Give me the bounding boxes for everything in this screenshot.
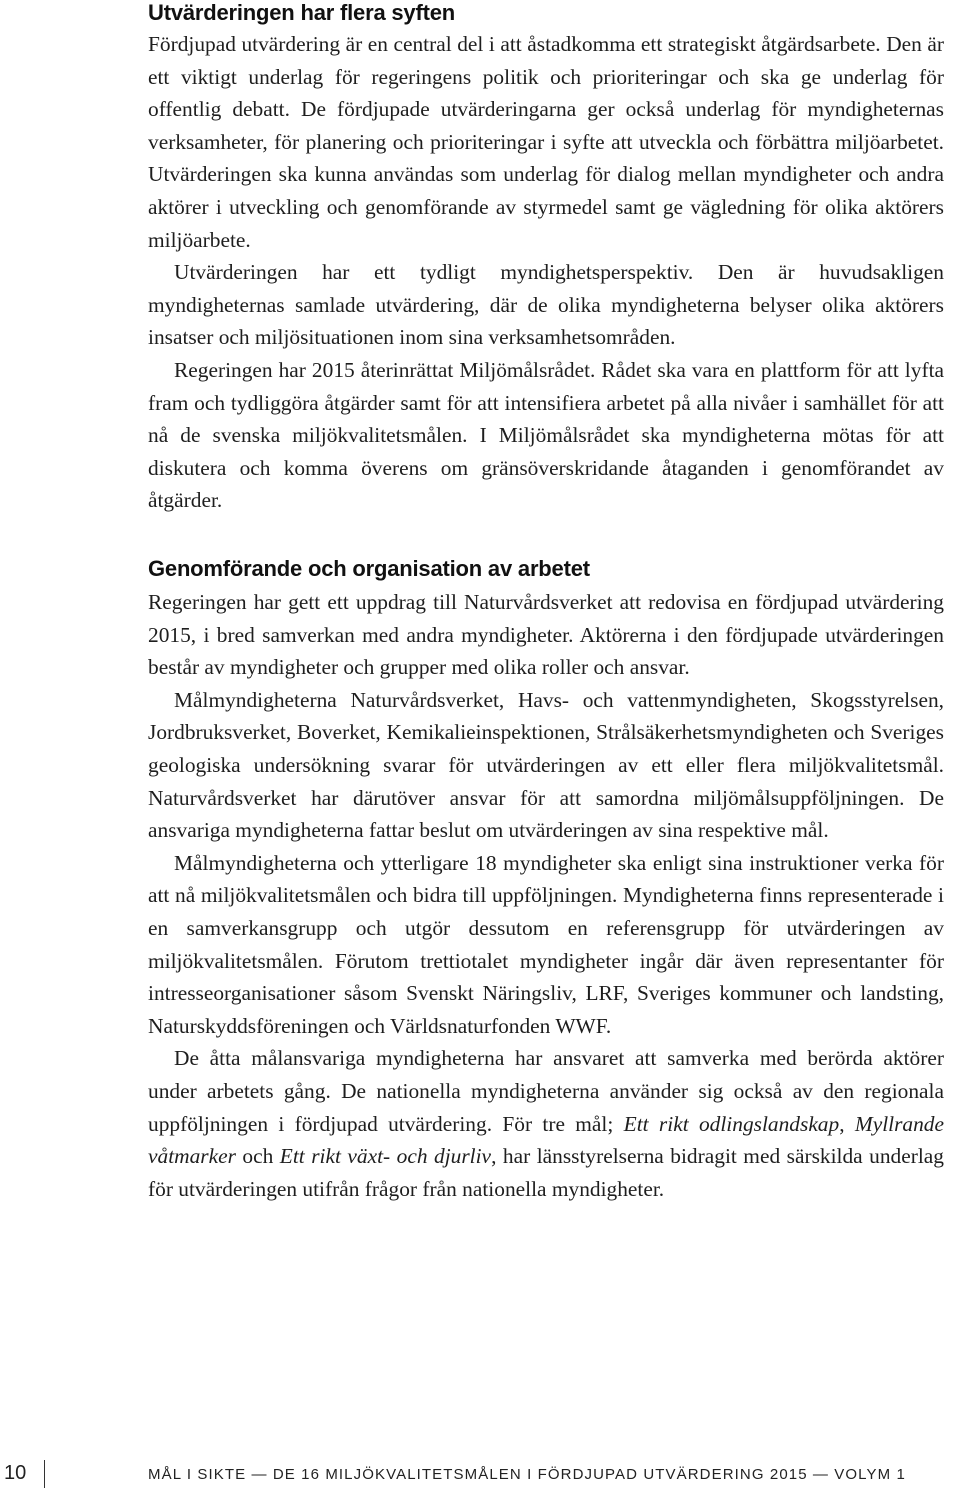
- goal-name-odlingslandskap: Ett rikt odlingslandskap: [623, 1111, 840, 1136]
- paragraph-with-goals: [148, 1042, 944, 1205]
- page-number: 10: [4, 1462, 27, 1484]
- paragraph: Fördjupad utvärdering är en central del i att åstadkomma ett strategiskt åtgärdsarbete. Den är ett viktigt underlag för regeringens politik och prioriteringar och ska ge underlag för offentlig debatt. De fördjupade utvärderingarna ger också underlag för myndigheternas verksamheter, för planering och prioriteringar i syfte att utveckla och förbättra miljöarbetet. Utvärderingen ska kunna användas som underlag för dialog mellan myndigheter och andra aktörer i utveckling och genomförande av styrmedel samt ge vägledning för olika aktörers miljöarbete.: [148, 32, 944, 252]
- section-body-purposes: [148, 28, 944, 517]
- separator: och: [235, 1144, 280, 1169]
- paragraph: Målmyndigheterna och ytterligare 18 myndigheter ska enligt sina instruktioner verka för att nå miljökvalitetsmålen och bidra till uppföljningen. Myndigheterna finns representerade i en samverkansgrupp och utgör dessutom en referensgrupp för utvärderingen av miljökvalitetsmålen. Förutom trettiotalet myndigheter ingår där även representanter för intresseorganisationer såsom Svenskt Näringsliv, LRF, Sveriges kommuner och landsting, Naturskyddsföreningen och Världsnaturfonden WWF.: [148, 850, 944, 1038]
- paragraph: Regeringen har gett ett uppdrag till Naturvårdsverket att redovisa en fördjupad utvärdering 2015, i bred samverkan med andra myndigheter. Aktörerna i den fördjupade utvärderingen består av myndigheter och grupper med olika roller och ansvar.: [148, 590, 944, 680]
- running-title: MÅL I SIKTE — DE 16 MILJÖKVALITETSMÅLEN I FÖRDJUPAD UTVÄRDERING 2015 — VOLYM 1: [148, 1466, 906, 1483]
- paragraph: Regeringen har 2015 återinrättat Miljömålsrådet. Rådet ska vara en plattform för att lyfta fram och tydliggöra åtgärder samt för att intensifiera arbetet på alla nivåer i samhället för att nå de svenska miljökvalitetsmålen. I Miljömålsrådet ska myndigheterna mötas för att diskutera och komma överens om gränsöverskridande åtaganden i genomförandet av åtgärder.: [148, 357, 944, 513]
- paragraph-text: De åtta målansvariga myndigheterna har ansvaret att samverka med berörda aktörer under arbetets gång. De nationella myndigheterna använder sig också av den regionala uppföljningen i fördjupad utvärdering. För tre mål;: [148, 1046, 944, 1136]
- page-footer: [0, 1460, 960, 1488]
- paragraph: Målmyndigheterna Naturvårdsverket, Havs- och vattenmyndigheten, Skogsstyrelsen, Jordbruksverket, Boverket, Kemikalieinspektionen, Strålsäkerhetsmyndigheten och Sveriges geologiska undersökning svarar för utvärderingen av ett eller flera miljökvalitetsmål. Naturvårdsverket har därutöver ansvar för att samordna miljömålsuppföljningen. De ansvariga myndigheterna fattar beslut om utvärderingen av sina respektive mål.: [148, 687, 944, 843]
- section-body-organisation: [148, 586, 944, 1205]
- footer-divider: [44, 1460, 45, 1488]
- section-heading-organisation: Genomförande och organisation av arbetet: [148, 556, 590, 581]
- goal-name-vatmarker: Myllrande våtmarker: [148, 1111, 944, 1169]
- paragraph-text: , har länsstyrelserna bidragit med särskilda underlag för utvärderingen utifrån frågor från nationella myndigheter.: [148, 1144, 944, 1201]
- paragraph: Utvärderingen har ett tydligt myndighetsperspektiv. Den är huvudsakligen myndigheternas samlade utvärdering, där de olika myndigheterna belyser olika aktörers insatser och miljösituationen inom sina verksamhetsområden.: [148, 260, 944, 350]
- goal-name-vaxt-djurliv: Ett rikt växt- och djurliv: [279, 1144, 492, 1169]
- separator: ,: [839, 1111, 855, 1136]
- section-heading-purposes: Utvärderingen har flera syften: [148, 0, 455, 25]
